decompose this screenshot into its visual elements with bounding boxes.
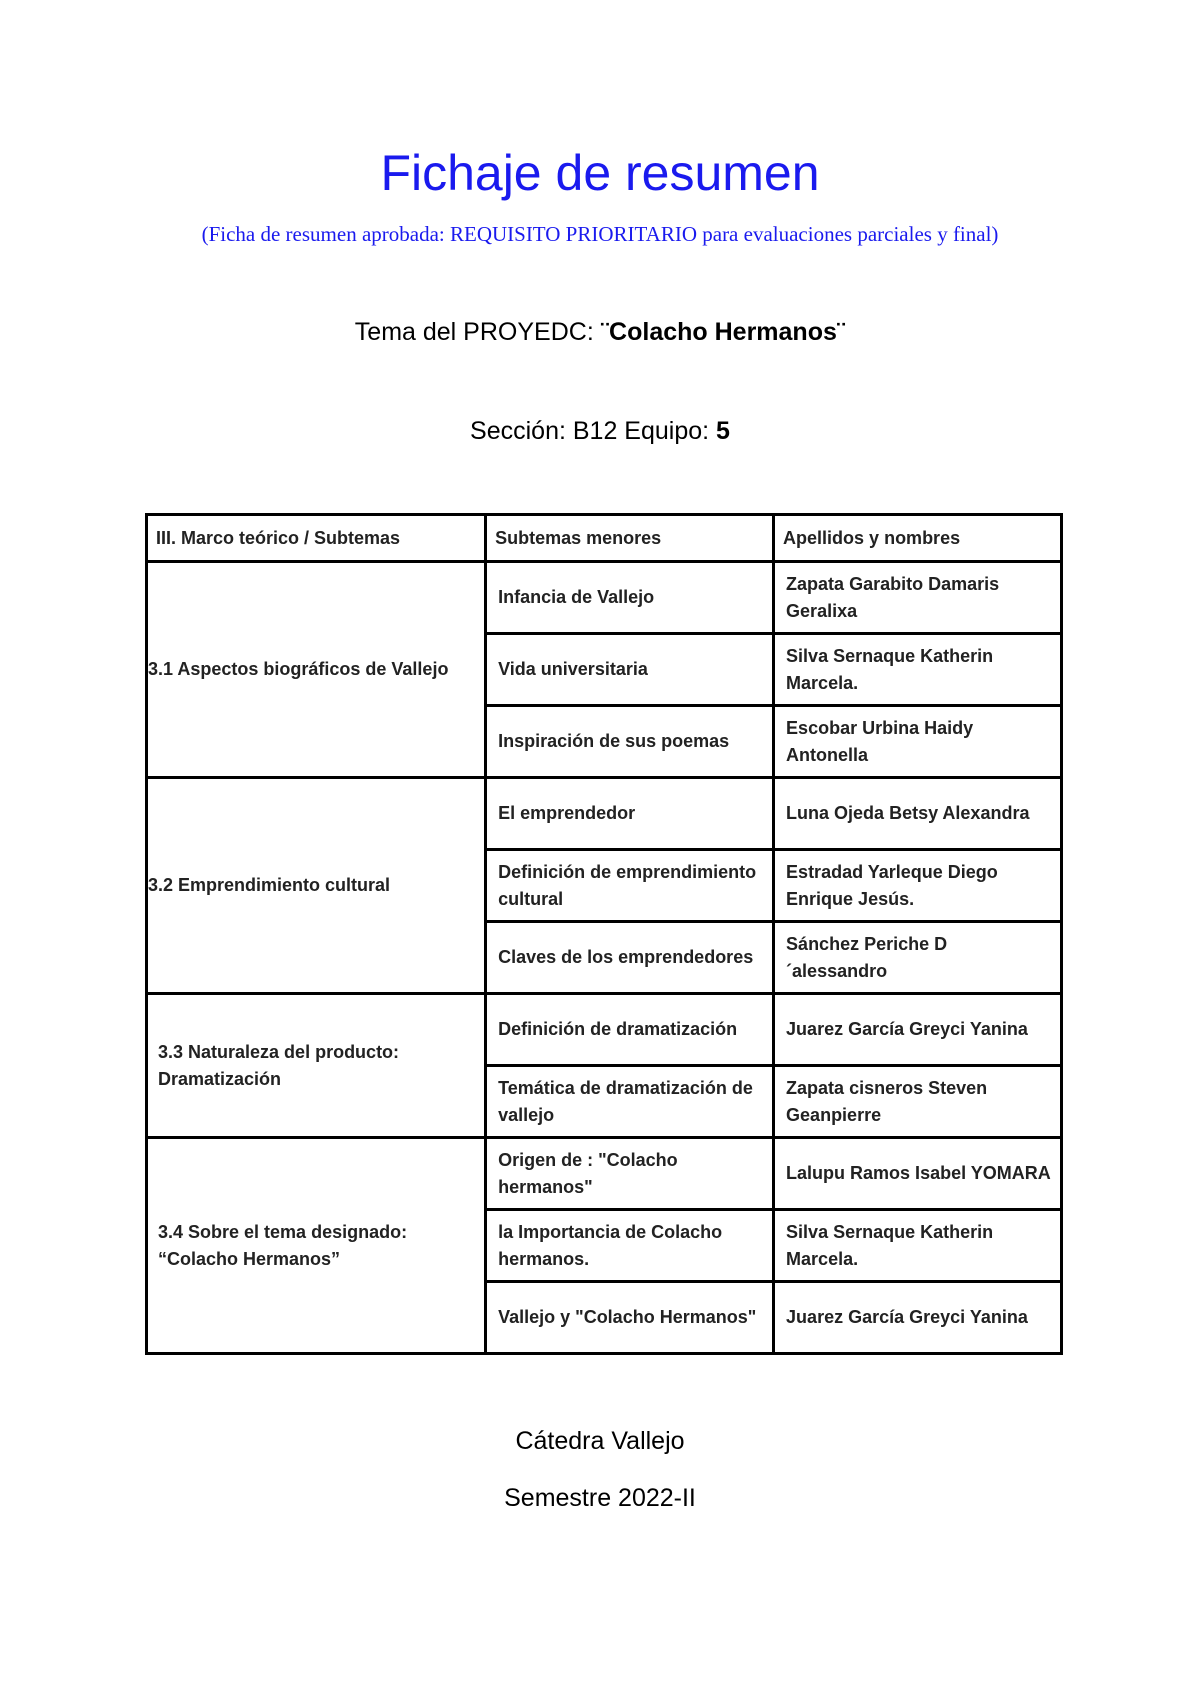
subtopic-cell: la Importancia de Colacho hermanos. bbox=[487, 1211, 775, 1283]
student-name-cell: Juarez García Greyci Yanina bbox=[775, 995, 1063, 1067]
table-row bbox=[148, 779, 1063, 851]
subtopic-cell: Temática de dramatización de vallejo bbox=[487, 1067, 775, 1139]
section-team-label: Sección: B12 Equipo: bbox=[470, 417, 717, 445]
topic-cell: 3.2 Emprendimiento cultural bbox=[148, 779, 487, 995]
topic-cell: 3.3 Naturaleza del producto: Dramatización bbox=[148, 995, 487, 1139]
page-subtitle: (Ficha de resumen aprobada: REQUISITO PRIORITARIO para evaluaciones parciales y final) bbox=[201, 222, 999, 246]
table-header-row bbox=[148, 516, 1063, 563]
student-name-cell: Silva Sernaque Katherin Marcela. bbox=[775, 1211, 1063, 1283]
student-name-cell: Luna Ojeda Betsy Alexandra bbox=[775, 779, 1063, 851]
subtopic-cell: Definición de dramatización bbox=[487, 995, 775, 1067]
subtopic-cell: Vallejo y "Colacho Hermanos" bbox=[487, 1283, 775, 1355]
student-name-cell: Silva Sernaque Katherin Marcela. bbox=[775, 635, 1063, 707]
project-topic bbox=[0, 318, 1200, 347]
subtopic-cell: Inspiración de sus poemas bbox=[487, 707, 775, 779]
section-team bbox=[0, 417, 1200, 446]
table-header-cell: Subtemas menores bbox=[487, 516, 775, 563]
table-row bbox=[148, 563, 1063, 635]
semester: Semestre 2022-II bbox=[504, 1484, 696, 1512]
project-topic-label: Tema del PROYEDC: bbox=[354, 318, 601, 346]
subtopic-cell: Claves de los emprendedores bbox=[487, 923, 775, 995]
assignment-table bbox=[145, 513, 1063, 1355]
team-number: 5 bbox=[716, 417, 730, 445]
student-name-cell: Zapata Garabito Damaris Geralixa bbox=[775, 563, 1063, 635]
subtopic-cell: Origen de : "Colacho hermanos" bbox=[487, 1139, 775, 1211]
table-row bbox=[148, 995, 1063, 1067]
student-name-cell: Zapata cisneros Steven Geanpierre bbox=[775, 1067, 1063, 1139]
table-header-cell: III. Marco teórico / Subtemas bbox=[148, 516, 487, 563]
student-name-cell: Sánchez Periche D ´alessandro bbox=[775, 923, 1063, 995]
student-name-cell: Lalupu Ramos Isabel YOMARA bbox=[775, 1139, 1063, 1211]
table-row bbox=[148, 1139, 1063, 1211]
subtopic-cell: Vida universitaria bbox=[487, 635, 775, 707]
table-header-cell: Apellidos y nombres bbox=[775, 516, 1063, 563]
student-name-cell: Juarez García Greyci Yanina bbox=[775, 1283, 1063, 1355]
project-topic-value: ¨Colacho Hermanos¨ bbox=[600, 318, 846, 346]
subtopic-cell: Definición de emprendimiento cultural bbox=[487, 851, 775, 923]
student-name-cell: Estradad Yarleque Diego Enrique Jesús. bbox=[775, 851, 1063, 923]
student-name-cell: Escobar Urbina Haidy Antonella bbox=[775, 707, 1063, 779]
page-title: Fichaje de resumen bbox=[380, 145, 820, 201]
subtopic-cell: Infancia de Vallejo bbox=[487, 563, 775, 635]
course-name: Cátedra Vallejo bbox=[515, 1427, 685, 1455]
subtopic-cell: El emprendedor bbox=[487, 779, 775, 851]
topic-cell: 3.1 Aspectos biográficos de Vallejo bbox=[148, 563, 487, 779]
topic-cell: 3.4 Sobre el tema designado: “Colacho Hermanos” bbox=[148, 1139, 487, 1355]
